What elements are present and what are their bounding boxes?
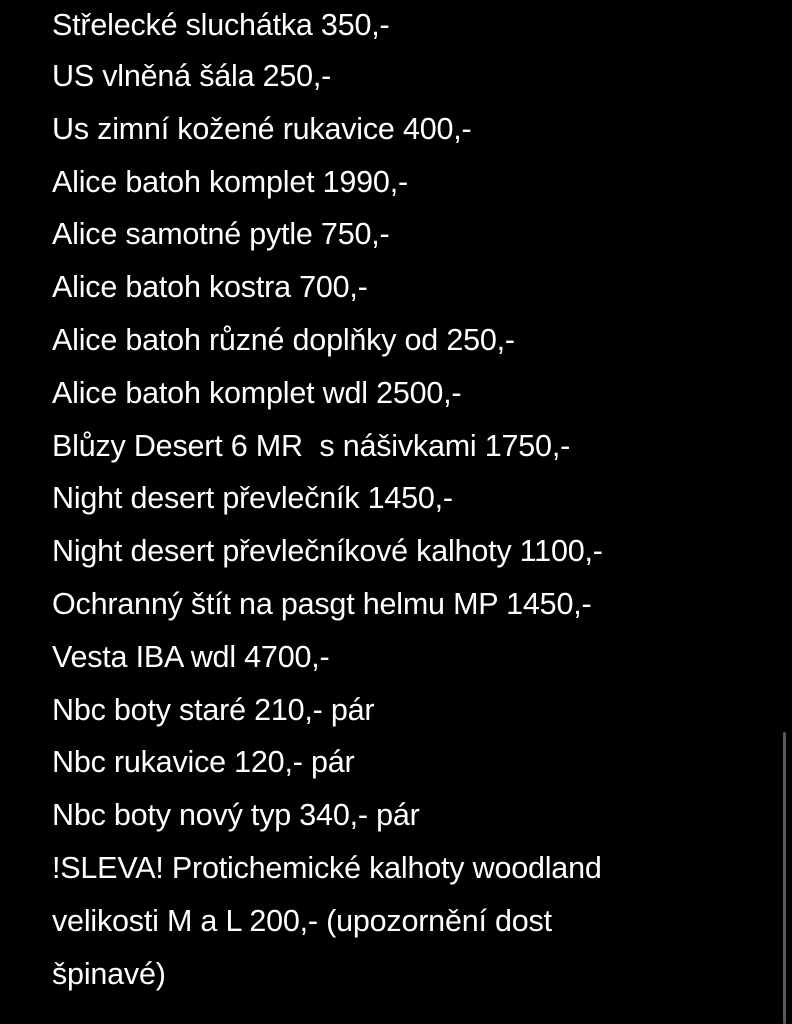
note-text-body[interactable] [52, 0, 752, 1000]
note-line: Nbc boty nový typ 340,- pár [52, 798, 420, 833]
note-line: Us zimní kožené rukavice 400,- [52, 111, 472, 146]
note-line: US vlněná šála 250,- [52, 59, 332, 93]
note-line: Blůzy Desert 6 MR s nášivkami 1750,- [52, 428, 571, 463]
note-line: Alice samotné pytle 750,- [52, 217, 390, 252]
note-line: Ochranný štít na pasgt helmu MP 1450,- [52, 586, 592, 621]
note-line: Nbc boty staré 210,- pár [52, 692, 375, 727]
note-line: Alice batoh kostra 700,- [52, 270, 368, 305]
note-line: Alice batoh komplet wdl 2500,- [52, 375, 462, 410]
note-line: Alice batoh různé doplňky od 250,- [52, 322, 515, 357]
note-line: !SLEVA! Protichemické kalhoty woodland [52, 850, 602, 885]
note-line: Vesta IBA wdl 4700,- [52, 639, 330, 674]
note-line: Nbc rukavice 120,- pár [52, 745, 355, 780]
vertical-scrollbar[interactable] [783, 732, 786, 1024]
note-line: špinavé) [52, 956, 166, 991]
note-line: Night desert převlečníkové kalhoty 1100,- [52, 534, 603, 569]
note-line: velikosti M a L 200,- (upozornění dost [52, 903, 552, 938]
note-line: Night desert převlečník 1450,- [52, 481, 453, 516]
note-line: Alice batoh komplet 1990,- [52, 164, 408, 199]
note-line: Střelecké sluchátka 350,- [52, 8, 390, 42]
